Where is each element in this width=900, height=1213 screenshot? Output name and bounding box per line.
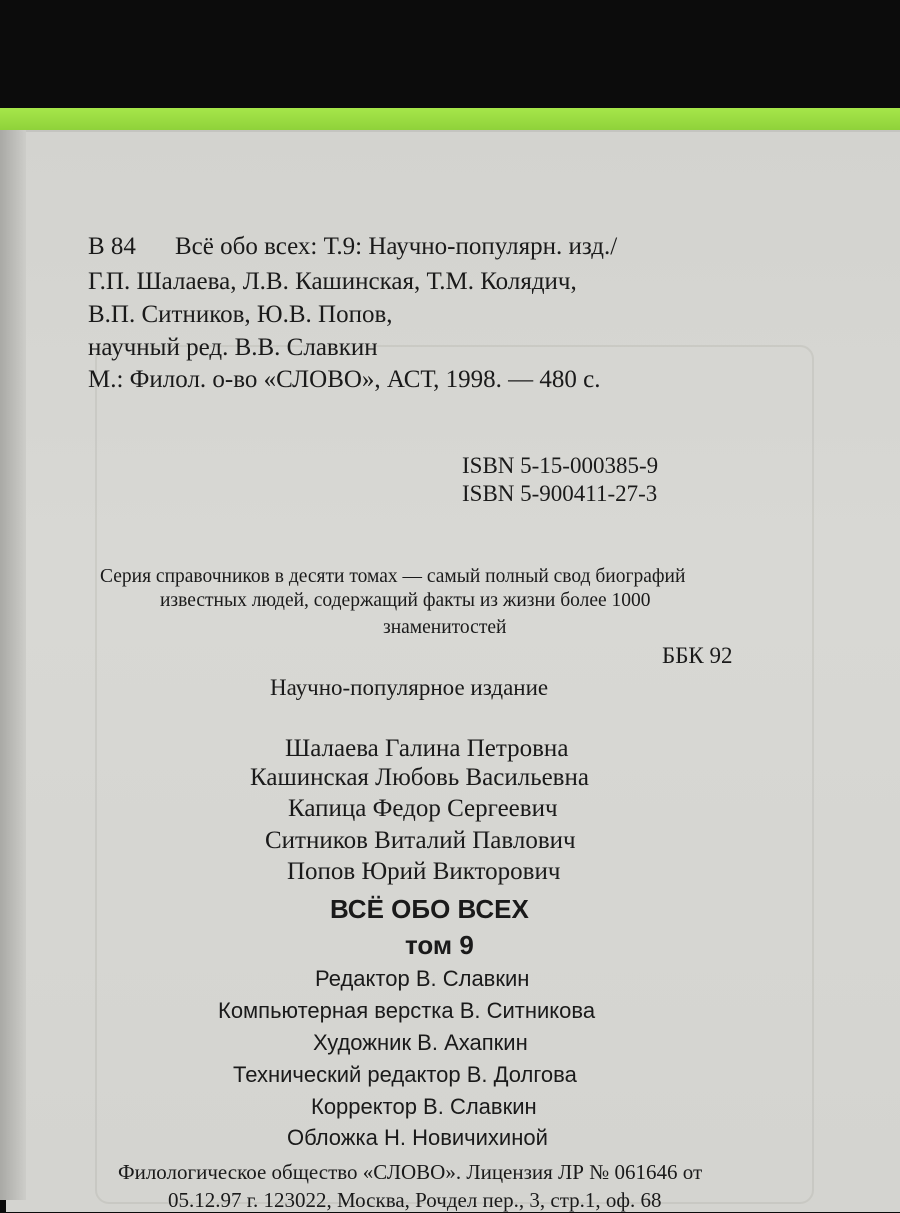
credit-line: Редактор В. Славкин: [315, 966, 530, 991]
author-name: Попов Юрий Викторович: [287, 858, 561, 885]
bbk-code: ББК 92: [662, 643, 733, 668]
volume-number: том 9: [405, 930, 474, 960]
citation-line: Всё обо всех: Т.9: Научно-популярн. изд./: [175, 233, 618, 260]
citation-line: Г.П. Шалаева, Л.В. Кашинская, Т.М. Колядич,: [88, 268, 577, 295]
publisher-address: 05.12.97 г. 123022, Москва, Рочдел пер., 3, стр.1, оф. 68: [168, 1188, 662, 1212]
annotation-line: известных людей, содержащий факты из жизни более 1000: [160, 590, 651, 611]
credit-line: Художник В. Ахапкин: [313, 1030, 528, 1055]
citation-line: М.: Филол. о-во «СЛОВО», АСТ, 1998. — 480 с.: [88, 366, 601, 393]
page-gutter: [0, 130, 26, 1200]
book-title: ВСЁ ОБО ВСЕХ: [330, 894, 529, 924]
annotation-line: знаменитостей: [383, 617, 507, 638]
library-code: В 84: [88, 233, 136, 260]
author-name: Капица Федор Сергеевич: [288, 795, 558, 822]
author-name: Кашинская Любовь Васильевна: [250, 764, 589, 791]
background-dark: [0, 0, 900, 120]
citation-line: В.П. Ситников, Ю.В. Попов,: [88, 301, 393, 328]
publisher-license: Филологическое общество «СЛОВО». Лицензия ЛР № 061646 от: [118, 1160, 703, 1184]
citation-line: научный ред. В.В. Славкин: [88, 334, 378, 361]
credit-line: Корректор В. Славкин: [311, 1094, 537, 1119]
annotation-line: Серия справочников в десяти томах — самый полный свод биографий: [100, 566, 686, 587]
credit-line: Технический редактор В. Долгова: [233, 1062, 577, 1087]
credit-line: Компьютерная верстка В. Ситникова: [218, 998, 596, 1023]
credit-line: Обложка Н. Новичихиной: [287, 1125, 548, 1150]
author-name: Ситников Виталий Павлович: [265, 827, 576, 854]
isbn-line: ISBN 5-900411-27-3: [462, 481, 658, 506]
isbn-line: ISBN 5-15-000385-9: [462, 453, 659, 478]
author-name: Шалаева Галина Петровна: [285, 735, 569, 762]
edition-type: Научно-популярное издание: [270, 675, 549, 700]
